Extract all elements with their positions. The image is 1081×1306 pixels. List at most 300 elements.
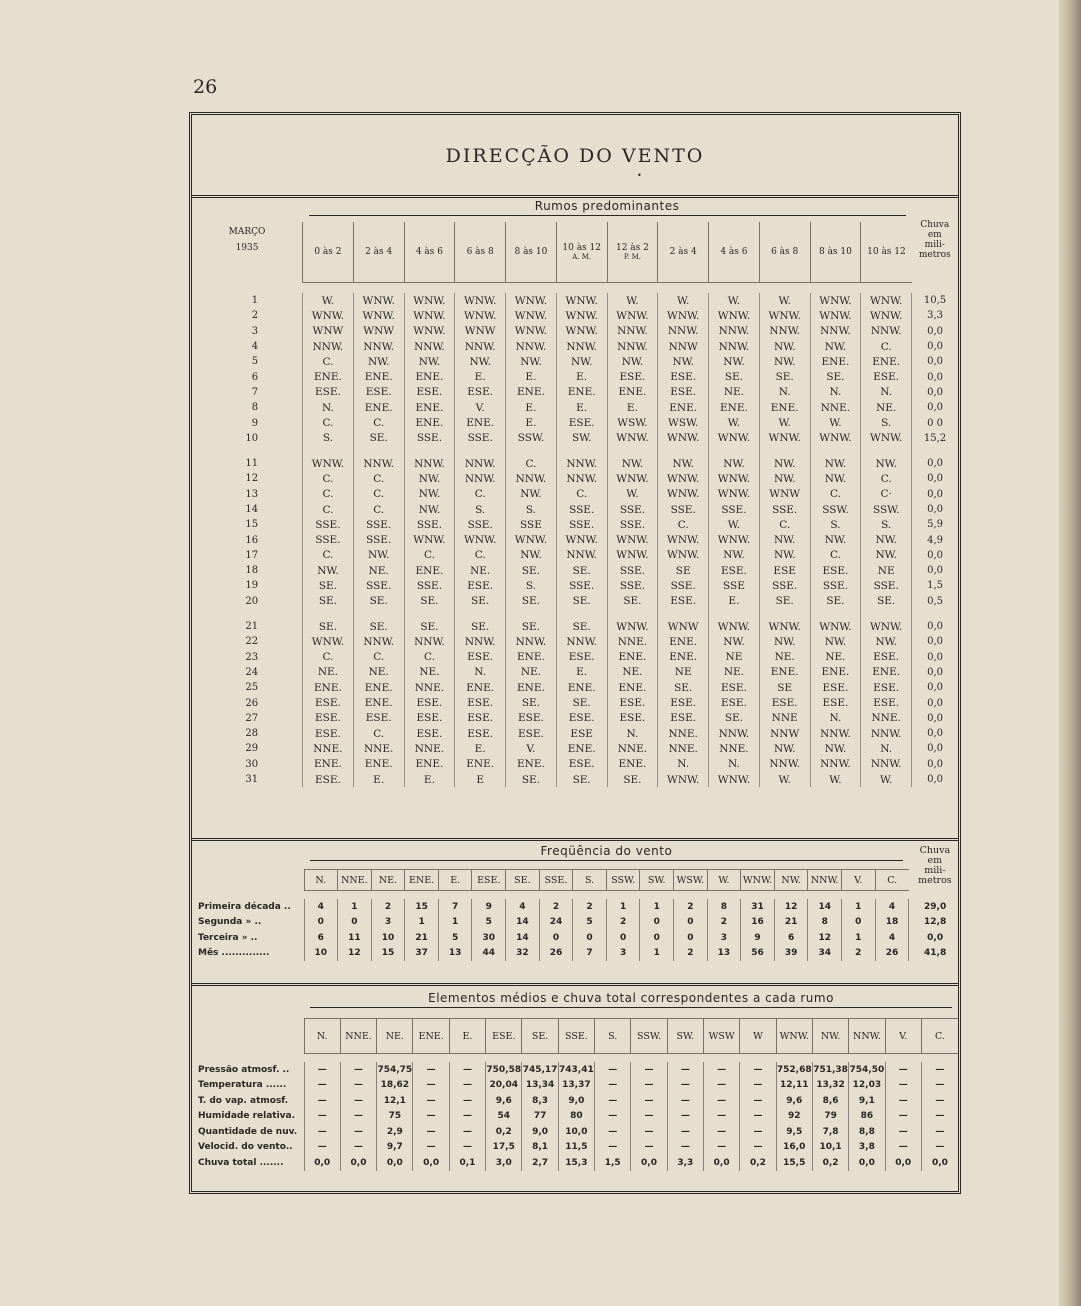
direction-cell: NNW. bbox=[607, 339, 658, 354]
direction-cell: NNW bbox=[658, 339, 709, 354]
direction-cell: NW. bbox=[861, 548, 912, 563]
direction-cell: C. bbox=[353, 650, 404, 665]
direction-cell: NW. bbox=[759, 532, 810, 547]
direction-cell: NE. bbox=[303, 665, 354, 680]
direction-cell: NE. bbox=[607, 665, 658, 680]
elements-cell: — bbox=[921, 1078, 958, 1094]
elements-cell: 0,0 bbox=[340, 1155, 376, 1171]
day-cell: 12 bbox=[245, 473, 259, 485]
elements-column-header: W bbox=[740, 1019, 776, 1054]
direction-cell: ESE. bbox=[506, 711, 557, 726]
elements-column-header: NE. bbox=[377, 1019, 413, 1054]
direction-cell: N. bbox=[861, 741, 912, 756]
frequency-row-label: Mês .............. bbox=[198, 948, 270, 959]
frequency-column-header: ESE. bbox=[472, 870, 506, 891]
direction-cell: WNW. bbox=[303, 308, 354, 323]
rain-cell: 0,0 bbox=[912, 650, 958, 665]
direction-cell: ESE. bbox=[607, 369, 658, 384]
direction-cell: ENE. bbox=[353, 400, 404, 415]
direction-cell: WNW bbox=[303, 324, 354, 339]
direction-cell: NNW. bbox=[353, 339, 404, 354]
direction-cell: ESE. bbox=[404, 385, 455, 400]
direction-cell: S. bbox=[455, 502, 506, 517]
frequency-cell: 4 bbox=[875, 899, 909, 915]
rain-cell: 0,0 bbox=[912, 502, 958, 517]
direction-cell: SE bbox=[759, 680, 810, 695]
direction-cell: WNW. bbox=[709, 431, 760, 446]
rain-cell: 0,0 bbox=[912, 400, 958, 415]
brace-line bbox=[310, 1007, 952, 1014]
direction-cell: ESE. bbox=[303, 711, 354, 726]
rain-header-line: Chuva bbox=[919, 844, 951, 856]
direction-cell: SSE. bbox=[607, 517, 658, 532]
direction-cell: SE. bbox=[404, 619, 455, 634]
table-row bbox=[192, 471, 958, 486]
frequency-cell: 2 bbox=[674, 946, 708, 962]
direction-cell: N. bbox=[810, 385, 861, 400]
day-cell: 22 bbox=[245, 636, 259, 648]
elements-cell: — bbox=[340, 1140, 376, 1156]
elements-body bbox=[192, 1054, 958, 1171]
elements-cell: 3,8 bbox=[849, 1140, 885, 1156]
direction-cell: W. bbox=[607, 487, 658, 502]
period-label: 2 às 4 bbox=[669, 247, 697, 257]
rain-cell: 5,9 bbox=[912, 517, 958, 532]
direction-cell: E bbox=[455, 772, 506, 787]
elements-cell: 0,2 bbox=[486, 1124, 522, 1140]
elements-cell: 3,3 bbox=[667, 1155, 703, 1171]
direction-cell: SSW. bbox=[861, 502, 912, 517]
frequency-column-header: NNW. bbox=[808, 870, 842, 891]
period-label: 4 às 6 bbox=[415, 247, 444, 257]
direction-cell: WNW. bbox=[658, 487, 709, 502]
direction-cell: NNW. bbox=[404, 339, 455, 354]
elements-column-row bbox=[192, 1019, 958, 1054]
elements-cell: — bbox=[885, 1078, 921, 1094]
direction-cell: NW. bbox=[810, 532, 861, 547]
direction-cell: SSE. bbox=[658, 578, 709, 593]
direction-cell: NW. bbox=[353, 354, 404, 369]
elements-column-header: SW. bbox=[667, 1019, 703, 1054]
direction-cell: C. bbox=[455, 487, 506, 502]
elements-cell: — bbox=[340, 1093, 376, 1109]
direction-cell: ENE. bbox=[506, 757, 557, 772]
frequency-column-header: WNW. bbox=[741, 870, 775, 891]
elements-cell: 54 bbox=[486, 1109, 522, 1125]
day-cell: 5 bbox=[251, 356, 259, 368]
direction-cell: NNE. bbox=[810, 400, 861, 415]
direction-cell: NW. bbox=[658, 456, 709, 471]
direction-cell: ENE. bbox=[506, 680, 557, 695]
frequency-cell: 0 bbox=[539, 930, 573, 946]
elements-cell: — bbox=[304, 1078, 340, 1094]
rumos-header bbox=[303, 198, 912, 222]
frequency-cell: 6 bbox=[304, 930, 338, 946]
elements-cell: 86 bbox=[849, 1109, 885, 1125]
gap-cell bbox=[607, 446, 658, 456]
direction-cell: NW. bbox=[759, 339, 810, 354]
frequency-cell: 1 bbox=[842, 899, 876, 915]
frequency-cell: 0 bbox=[573, 930, 607, 946]
rain-header-line: mili- bbox=[924, 864, 946, 876]
direction-cell: ENE. bbox=[404, 563, 455, 578]
frequency-cell: 2 bbox=[707, 915, 741, 931]
direction-cell: WNW. bbox=[607, 431, 658, 446]
table-row bbox=[192, 415, 958, 430]
direction-cell: E. bbox=[506, 415, 557, 430]
direction-cell: NNE. bbox=[658, 726, 709, 741]
frequency-cell: 1 bbox=[640, 946, 674, 962]
elements-cell: — bbox=[449, 1078, 485, 1094]
direction-cell: WSW. bbox=[607, 415, 658, 430]
elements-cell: — bbox=[413, 1109, 449, 1125]
frequency-row bbox=[192, 930, 961, 946]
frequency-cell: 1 bbox=[338, 899, 372, 915]
rain-cell: 0,0 bbox=[912, 487, 958, 502]
table-row bbox=[192, 695, 958, 710]
elements-cell: 10,0 bbox=[558, 1124, 594, 1140]
direction-cell: C. bbox=[353, 415, 404, 430]
rain-cell: 0,0 bbox=[912, 456, 958, 471]
direction-cell: WNW. bbox=[303, 634, 354, 649]
frequency-title-cell bbox=[304, 841, 909, 870]
direction-cell: C. bbox=[303, 650, 354, 665]
elements-cell: 77 bbox=[522, 1109, 558, 1125]
table-row bbox=[192, 354, 958, 369]
frequency-cell: 5 bbox=[438, 930, 472, 946]
direction-cell: WNW. bbox=[658, 772, 709, 787]
elements-cell: 9,6 bbox=[776, 1093, 812, 1109]
rain-cell: 3,3 bbox=[912, 308, 958, 323]
frequency-cell: 18 bbox=[875, 915, 909, 931]
elements-cell: 9,0 bbox=[522, 1124, 558, 1140]
direction-cell: SE. bbox=[455, 619, 506, 634]
frequency-rain-cell: 12,8 bbox=[909, 915, 961, 931]
direction-cell: SSE. bbox=[404, 517, 455, 532]
direction-cell: NNE. bbox=[404, 741, 455, 756]
elements-cell: — bbox=[885, 1109, 921, 1125]
direction-cell: NW. bbox=[810, 741, 861, 756]
direction-cell: ENE. bbox=[607, 680, 658, 695]
direction-cell: V. bbox=[506, 741, 557, 756]
elements-column-header: SSE. bbox=[558, 1019, 594, 1054]
direction-cell: W. bbox=[709, 293, 760, 308]
direction-cell: SSE. bbox=[607, 578, 658, 593]
direction-cell: ENE. bbox=[353, 369, 404, 384]
period-label: 8 às 10 bbox=[514, 247, 548, 257]
direction-cell: ENE. bbox=[759, 665, 810, 680]
direction-cell: ESE. bbox=[861, 680, 912, 695]
direction-cell: SSE. bbox=[404, 578, 455, 593]
direction-cell: E. bbox=[556, 369, 607, 384]
frequency-cell: 14 bbox=[808, 899, 842, 915]
direction-cell: NW. bbox=[759, 456, 810, 471]
period-label: 12 às 2 bbox=[615, 243, 649, 253]
gap-cell bbox=[709, 446, 760, 456]
direction-cell: NW. bbox=[759, 354, 810, 369]
direction-cell: ENE. bbox=[607, 385, 658, 400]
frequency-cell: 1 bbox=[640, 899, 674, 915]
frequency-section bbox=[192, 841, 958, 986]
gap-cell bbox=[709, 609, 760, 619]
frequency-column-header: E. bbox=[438, 870, 472, 891]
day-cell: 30 bbox=[245, 758, 259, 770]
direction-cell: WNW. bbox=[759, 619, 810, 634]
direction-cell: NW. bbox=[759, 471, 810, 486]
direction-cell: SE. bbox=[607, 772, 658, 787]
frequency-cell: 1 bbox=[606, 899, 640, 915]
direction-cell: E. bbox=[709, 594, 760, 609]
elements-row-label: Chuva total ....... bbox=[198, 1157, 284, 1168]
gap-cell bbox=[404, 609, 455, 619]
direction-cell: SSE. bbox=[556, 502, 607, 517]
elements-cell: — bbox=[921, 1062, 958, 1078]
direction-cell: ENE. bbox=[506, 385, 557, 400]
direction-cell: ENE. bbox=[607, 757, 658, 772]
direction-cell: ESE. bbox=[861, 695, 912, 710]
elements-cell: 9,7 bbox=[377, 1140, 413, 1156]
elements-cell: — bbox=[667, 1140, 703, 1156]
direction-cell: WNW. bbox=[455, 308, 506, 323]
direction-cell: NW. bbox=[861, 456, 912, 471]
direction-cell: NNW. bbox=[303, 339, 354, 354]
period-label: 10 às 12 bbox=[562, 243, 601, 253]
direction-cell: SE. bbox=[810, 594, 861, 609]
direction-cell: N. bbox=[455, 665, 506, 680]
day-cell: 8 bbox=[251, 402, 259, 414]
period-header bbox=[759, 222, 810, 283]
elements-cell: — bbox=[703, 1140, 739, 1156]
direction-cell: SE bbox=[658, 563, 709, 578]
direction-cell: NE. bbox=[810, 650, 861, 665]
rain-cell: 0,0 bbox=[912, 339, 958, 354]
direction-cell: ESE. bbox=[709, 680, 760, 695]
frequency-cell: 3 bbox=[707, 930, 741, 946]
gap-cell bbox=[455, 446, 506, 456]
direction-cell: WNW. bbox=[506, 308, 557, 323]
table-row bbox=[192, 741, 958, 756]
frequency-cell: 39 bbox=[774, 946, 808, 962]
day-cell: 17 bbox=[245, 549, 259, 561]
elements-cell: 751,38 bbox=[812, 1062, 848, 1078]
direction-cell: SE. bbox=[556, 772, 607, 787]
table-row bbox=[192, 772, 958, 787]
direction-cell: NNW. bbox=[556, 339, 607, 354]
elements-cell: 9,1 bbox=[849, 1093, 885, 1109]
elements-cell: — bbox=[304, 1093, 340, 1109]
frequency-cell: 3 bbox=[371, 915, 405, 931]
frequency-cell: 2 bbox=[674, 899, 708, 915]
direction-cell: NE. bbox=[709, 665, 760, 680]
direction-cell: ESE. bbox=[404, 695, 455, 710]
brace-line bbox=[310, 860, 903, 867]
frequency-column-row bbox=[192, 870, 961, 891]
direction-cell: SE. bbox=[506, 619, 557, 634]
direction-cell: E. bbox=[353, 772, 404, 787]
elements-cell: 0,0 bbox=[377, 1155, 413, 1171]
direction-cell: C. bbox=[353, 487, 404, 502]
direction-cell: ENE. bbox=[556, 680, 607, 695]
frequency-column-header: V. bbox=[842, 870, 876, 891]
direction-cell: SE. bbox=[709, 711, 760, 726]
direction-cell: NW. bbox=[404, 502, 455, 517]
frequency-cell: 13 bbox=[707, 946, 741, 962]
rain-cell: 1,5 bbox=[912, 578, 958, 593]
direction-cell: ESE. bbox=[861, 650, 912, 665]
frequency-cell: 24 bbox=[539, 915, 573, 931]
table-row bbox=[192, 665, 958, 680]
gap-cell bbox=[658, 609, 709, 619]
elements-cell: 750,58 bbox=[486, 1062, 522, 1078]
direction-cell: WNW bbox=[455, 324, 506, 339]
direction-cell: E. bbox=[506, 400, 557, 415]
frequency-cell: 1 bbox=[438, 915, 472, 931]
direction-cell: WNW. bbox=[607, 308, 658, 323]
direction-cell: C. bbox=[404, 548, 455, 563]
direction-cell: NW. bbox=[404, 487, 455, 502]
day-cell: 13 bbox=[245, 488, 259, 500]
gap-cell bbox=[506, 446, 557, 456]
frequency-cell: 14 bbox=[506, 930, 540, 946]
day-cell: 15 bbox=[245, 519, 259, 531]
direction-cell: C· bbox=[861, 487, 912, 502]
day-cell: 24 bbox=[245, 666, 259, 678]
elements-cell: 0,2 bbox=[812, 1155, 848, 1171]
frequency-table bbox=[192, 841, 961, 961]
rain-cell: 0,0 bbox=[912, 563, 958, 578]
frequency-cell: 0 bbox=[606, 930, 640, 946]
frequency-cell: 5 bbox=[472, 915, 506, 931]
direction-cell: ESE. bbox=[709, 695, 760, 710]
direction-cell: ENE. bbox=[303, 369, 354, 384]
book-gutter bbox=[1059, 0, 1081, 1306]
direction-cell: NW. bbox=[506, 354, 557, 369]
direction-cell: SSE. bbox=[455, 431, 506, 446]
elements-cell: 13,34 bbox=[522, 1078, 558, 1094]
direction-cell: W. bbox=[759, 293, 810, 308]
day-cell: 18 bbox=[245, 565, 259, 577]
frequency-cell: 44 bbox=[472, 946, 506, 962]
elements-cell: 0,0 bbox=[885, 1155, 921, 1171]
direction-cell: NW. bbox=[658, 354, 709, 369]
spacer-cell bbox=[192, 891, 961, 900]
elements-cell: 3,0 bbox=[486, 1155, 522, 1171]
direction-cell: ENE. bbox=[404, 415, 455, 430]
rain-cell: 0,0 bbox=[912, 695, 958, 710]
elements-cell: — bbox=[340, 1109, 376, 1125]
direction-cell: E. bbox=[556, 400, 607, 415]
direction-cell: NNE bbox=[759, 711, 810, 726]
direction-cell: ESE bbox=[556, 726, 607, 741]
direction-cell: ESE. bbox=[607, 711, 658, 726]
direction-cell: NE. bbox=[759, 650, 810, 665]
frequency-column-header: ENE. bbox=[405, 870, 439, 891]
direction-cell: ENE. bbox=[455, 680, 506, 695]
gap-cell bbox=[353, 446, 404, 456]
elements-cell: — bbox=[631, 1078, 667, 1094]
table-row bbox=[192, 431, 958, 446]
direction-cell: W. bbox=[810, 415, 861, 430]
gap-cell bbox=[506, 609, 557, 619]
table-row bbox=[192, 680, 958, 695]
elements-cell: — bbox=[413, 1124, 449, 1140]
gap-cell bbox=[861, 446, 912, 456]
elements-cell: — bbox=[740, 1109, 776, 1125]
elements-title: Elementos médios e chuva total correspondentes a cada rumo bbox=[428, 990, 834, 1005]
direction-cell: NW. bbox=[759, 548, 810, 563]
direction-cell: NE. bbox=[404, 665, 455, 680]
direction-cell: SSE. bbox=[861, 578, 912, 593]
frequency-row-label: Segunda » .. bbox=[198, 917, 262, 928]
period-header bbox=[353, 222, 404, 283]
direction-cell: ENE. bbox=[455, 757, 506, 772]
direction-cell: W. bbox=[607, 293, 658, 308]
direction-cell: SE. bbox=[303, 594, 354, 609]
direction-cell: WNW. bbox=[810, 308, 861, 323]
elements-cell: 8,3 bbox=[522, 1093, 558, 1109]
gap-cell bbox=[759, 609, 810, 619]
rain-header-line: metros bbox=[918, 250, 951, 261]
direction-cell: NW. bbox=[709, 548, 760, 563]
direction-cell: WNW. bbox=[455, 293, 506, 308]
direction-cell: WNW. bbox=[404, 308, 455, 323]
direction-cell: SE. bbox=[303, 578, 354, 593]
elements-cell: — bbox=[667, 1093, 703, 1109]
gap-cell bbox=[607, 609, 658, 619]
frequency-column-header: C. bbox=[875, 870, 909, 891]
elements-cell: — bbox=[703, 1093, 739, 1109]
elements-cell: — bbox=[449, 1124, 485, 1140]
direction-cell: SE. bbox=[506, 772, 557, 787]
decade-gap bbox=[192, 446, 958, 456]
direction-cell: SE. bbox=[658, 680, 709, 695]
direction-cell: NNW. bbox=[861, 324, 912, 339]
elements-cell: — bbox=[921, 1124, 958, 1140]
direction-cell: NNW. bbox=[709, 726, 760, 741]
period-label: 6 às 8 bbox=[466, 247, 494, 257]
period-header bbox=[607, 222, 658, 283]
direction-cell: WNW. bbox=[607, 471, 658, 486]
table-row bbox=[192, 385, 958, 400]
direction-cell: NNE. bbox=[861, 711, 912, 726]
elements-cell: 12,1 bbox=[377, 1093, 413, 1109]
elements-cell: 15,3 bbox=[558, 1155, 594, 1171]
table-frame bbox=[189, 112, 961, 1194]
elements-cell: 92 bbox=[776, 1109, 812, 1125]
direction-cell: NNW. bbox=[353, 456, 404, 471]
direction-cell: WNW. bbox=[404, 324, 455, 339]
elements-cell: 754,50 bbox=[849, 1062, 885, 1078]
direction-cell: WNW. bbox=[810, 619, 861, 634]
elements-cell: — bbox=[631, 1109, 667, 1125]
gap-cell bbox=[303, 609, 354, 619]
direction-cell: SSE. bbox=[404, 431, 455, 446]
direction-cell: WNW. bbox=[556, 308, 607, 323]
direction-cell: C. bbox=[810, 548, 861, 563]
direction-cell: NW. bbox=[303, 563, 354, 578]
elements-cell: — bbox=[631, 1062, 667, 1078]
direction-cell: SE. bbox=[810, 369, 861, 384]
direction-cell: WNW. bbox=[709, 487, 760, 502]
frequency-row-label: Terceira » .. bbox=[198, 932, 258, 943]
direction-cell: NW. bbox=[810, 339, 861, 354]
period-header bbox=[303, 222, 354, 283]
direction-cell: ESE. bbox=[810, 695, 861, 710]
frequency-cell: 6 bbox=[774, 930, 808, 946]
direction-cell: C. bbox=[303, 502, 354, 517]
table-row bbox=[192, 548, 958, 563]
frequency-cell: 4 bbox=[506, 899, 540, 915]
